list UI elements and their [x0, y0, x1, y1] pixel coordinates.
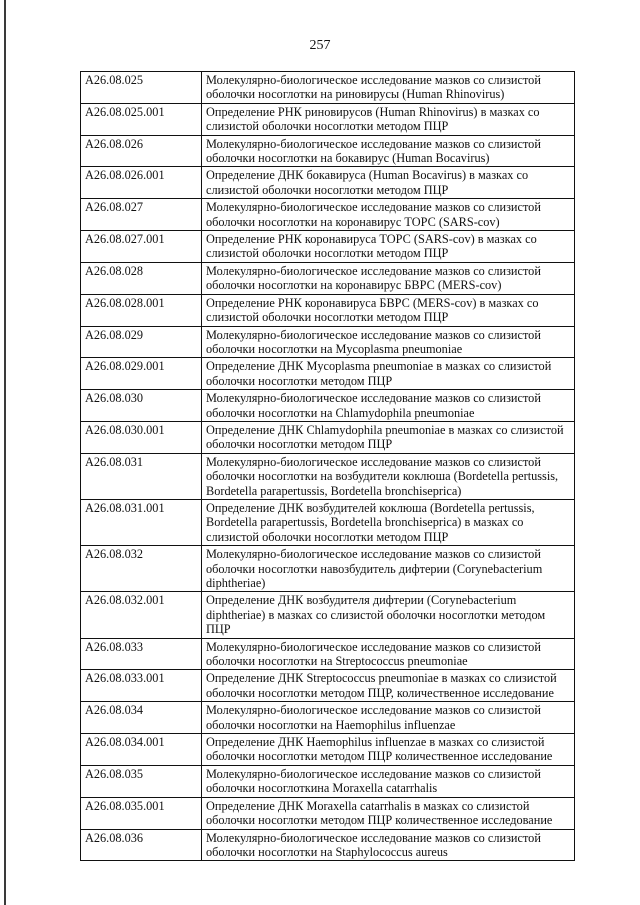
service-code: A26.08.030	[81, 390, 202, 422]
description-line: ПЦР	[206, 622, 231, 637]
table-row	[81, 326, 575, 358]
description-line: слизистой оболочки носоглотки методом ПЦР	[206, 182, 449, 197]
service-description	[202, 421, 575, 453]
table-row	[81, 592, 575, 638]
service-code: A26.08.032.001	[81, 592, 202, 638]
table-row	[81, 499, 575, 545]
service-code: A26.08.033	[81, 638, 202, 670]
description-line: Определение ДНК Chlamydophila pneumoniae в мазках со слизистой	[206, 422, 564, 437]
service-description	[202, 670, 575, 702]
description-line: Молекулярно-биологическое исследование мазков со слизистой	[206, 263, 541, 278]
service-description	[202, 453, 575, 499]
service-code: A26.08.028	[81, 262, 202, 294]
service-code: A26.08.031.001	[81, 499, 202, 545]
service-description	[202, 638, 575, 670]
service-description	[202, 231, 575, 263]
description-line: оболочки носоглотки на коронавирус БВРС (MERS-cov)	[206, 278, 502, 293]
table-row	[81, 199, 575, 231]
description-line: оболочки носоглотки на Streptococcus pneumoniae	[206, 654, 468, 669]
service-code: A26.08.035	[81, 765, 202, 797]
table-row	[81, 453, 575, 499]
service-code: A26.08.027	[81, 199, 202, 231]
service-description	[202, 499, 575, 545]
description-line: Bordetella parapertussis, Bordetella bronchiseprica) в мазках со	[206, 515, 524, 530]
description-line: оболочки носоглотки на Mycoplasma pneumoniae	[206, 341, 463, 356]
description-line: Молекулярно-биологическое исследование мазков со слизистой	[206, 454, 541, 469]
service-description	[202, 592, 575, 638]
table-row	[81, 72, 575, 104]
description-line: Определение ДНК Mycoplasma pneumoniae в мазках со слизистой	[206, 359, 552, 374]
table-row	[81, 734, 575, 766]
description-line: Определение ДНК бокавируса (Human Bocavirus) в мазках со	[206, 168, 529, 183]
table-row	[81, 638, 575, 670]
service-code: A26.08.025.001	[81, 103, 202, 135]
description-line: Молекулярно-биологическое исследование мазков со слизистой	[206, 327, 541, 342]
description-line: Определение РНК коронавируса ТОРС (SARS-cov) в мазках со	[206, 232, 537, 247]
service-description	[202, 358, 575, 390]
service-description	[202, 262, 575, 294]
service-code: A26.08.028.001	[81, 294, 202, 326]
service-code: A26.08.025	[81, 72, 202, 104]
service-description	[202, 103, 575, 135]
table-row	[81, 421, 575, 453]
description-line: оболочки носоглотки на Chlamydophila pneumoniae	[206, 405, 475, 420]
description-line: Молекулярно-биологическое исследование мазков со слизистой	[206, 639, 541, 654]
service-code: A26.08.034.001	[81, 734, 202, 766]
description-line: Молекулярно-биологическое исследование мазков со слизистой	[206, 200, 541, 215]
table-row	[81, 358, 575, 390]
description-line: слизистой оболочки носоглотки методом ПЦР	[206, 529, 449, 544]
description-line: Молекулярно-биологическое исследование мазков со слизистой	[206, 547, 541, 562]
services-table-body	[81, 72, 575, 861]
description-line: Молекулярно-биологическое исследование мазков со слизистой	[206, 391, 541, 406]
description-line: Определение ДНК возбудителей коклюша (Bordetella pertussis,	[206, 500, 535, 515]
service-description	[202, 765, 575, 797]
table-row	[81, 390, 575, 422]
table-row	[81, 262, 575, 294]
table-row	[81, 294, 575, 326]
description-line: Молекулярно-биологическое исследование мазков со слизистой	[206, 830, 541, 845]
service-code: A26.08.026.001	[81, 167, 202, 199]
description-line: Определение ДНК Streptococcus pneumoniae в мазках со слизистой	[206, 671, 557, 686]
table-row	[81, 135, 575, 167]
page-number: 257	[309, 38, 331, 53]
service-code: A26.08.029	[81, 326, 202, 358]
description-line: оболочки носоглотки методом ПЦР количественное исследование	[206, 749, 553, 764]
description-line: оболочки носоглотки на бокавирус (Human Bocavirus)	[206, 151, 490, 166]
description-line: Определение ДНК Moraxella catarrhalis в мазках со слизистой	[206, 798, 530, 813]
table-row	[81, 167, 575, 199]
description-line: оболочки носоглотки на Haemophilus influenzae	[206, 717, 456, 732]
service-code: A26.08.031	[81, 453, 202, 499]
service-description	[202, 797, 575, 829]
service-code: A26.08.036	[81, 829, 202, 861]
description-line: Bordetella parapertussis, Bordetella bronchiseprica)	[206, 483, 462, 498]
service-description	[202, 546, 575, 592]
services-table	[80, 71, 575, 861]
description-line: оболочки носоглотки методом ПЦР	[206, 437, 393, 452]
service-code: A26.08.027.001	[81, 231, 202, 263]
description-line: слизистой оболочки носоглотки методом ПЦР	[206, 119, 449, 134]
scan-left-edge	[4, 0, 6, 905]
service-description	[202, 294, 575, 326]
description-line: Определение ДНК Haemophilus influenzae в мазках со слизистой	[206, 735, 545, 750]
table-row	[81, 231, 575, 263]
service-code: A26.08.026	[81, 135, 202, 167]
service-code: A26.08.030.001	[81, 421, 202, 453]
service-description	[202, 167, 575, 199]
table-row	[81, 702, 575, 734]
service-description	[202, 199, 575, 231]
description-line: Молекулярно-биологическое исследование мазков со слизистой	[206, 766, 541, 781]
description-line: оболочки носоглотки методом ПЦР	[206, 373, 393, 388]
service-code: A26.08.032	[81, 546, 202, 592]
table-row	[81, 829, 575, 861]
service-code: A26.08.035.001	[81, 797, 202, 829]
service-description	[202, 72, 575, 104]
description-line: оболочки носоглотки на коронавирус ТОРС (SARS-cov)	[206, 214, 500, 229]
description-line: Определение РНК коронавируса БВРС (MERS-cov) в мазках со	[206, 295, 539, 310]
description-line: Молекулярно-биологическое исследование мазков со слизистой	[206, 136, 541, 151]
description-line: Определение ДНК возбудителя дифтерии (Corynebacterium	[206, 593, 517, 608]
table-row	[81, 670, 575, 702]
table-row	[81, 765, 575, 797]
table-row	[81, 546, 575, 592]
description-line: оболочки носоглотки методом ПЦР, количественное исследование	[206, 685, 554, 700]
description-line: оболочки носоглотки на возбудители коклюша (Bordetella pertussis,	[206, 469, 559, 484]
description-line: Молекулярно-биологическое исследование мазков со слизистой	[206, 703, 541, 718]
description-line: Молекулярно-биологическое исследование мазков со слизистой	[206, 73, 541, 87]
service-code: A26.08.033.001	[81, 670, 202, 702]
description-line: diphtheriae)	[206, 576, 266, 590]
service-code: A26.08.029.001	[81, 358, 202, 390]
table-row	[81, 797, 575, 829]
description-line: оболочки носоглотки методом ПЦР количественное исследование	[206, 813, 553, 828]
description-line: оболочки носоглотки на Staphylococcus aureus	[206, 844, 448, 859]
table-row	[81, 103, 575, 135]
service-description	[202, 390, 575, 422]
service-description	[202, 326, 575, 358]
service-code: A26.08.034	[81, 702, 202, 734]
service-description	[202, 734, 575, 766]
description-line: оболочки носоглотки навозбудитель дифтерии (Corynebacterium	[206, 561, 543, 576]
description-line: diphtheriae) в мазках со слизистой оболочки носоглотки методом	[206, 607, 546, 622]
description-line: оболочки носоглотки на риновирусы (Human Rhinovirus)	[206, 87, 505, 102]
description-line: Определение РНК риновирусов (Human Rhinovirus) в мазках со	[206, 104, 540, 119]
description-line: слизистой оболочки носоглотки методом ПЦР	[206, 310, 449, 325]
service-description	[202, 135, 575, 167]
description-line: слизистой оболочки носоглотки методом ПЦР	[206, 246, 449, 261]
service-description	[202, 829, 575, 861]
service-description	[202, 702, 575, 734]
description-line: оболочки носоглоткина Moraxella catarrhalis	[206, 781, 438, 796]
